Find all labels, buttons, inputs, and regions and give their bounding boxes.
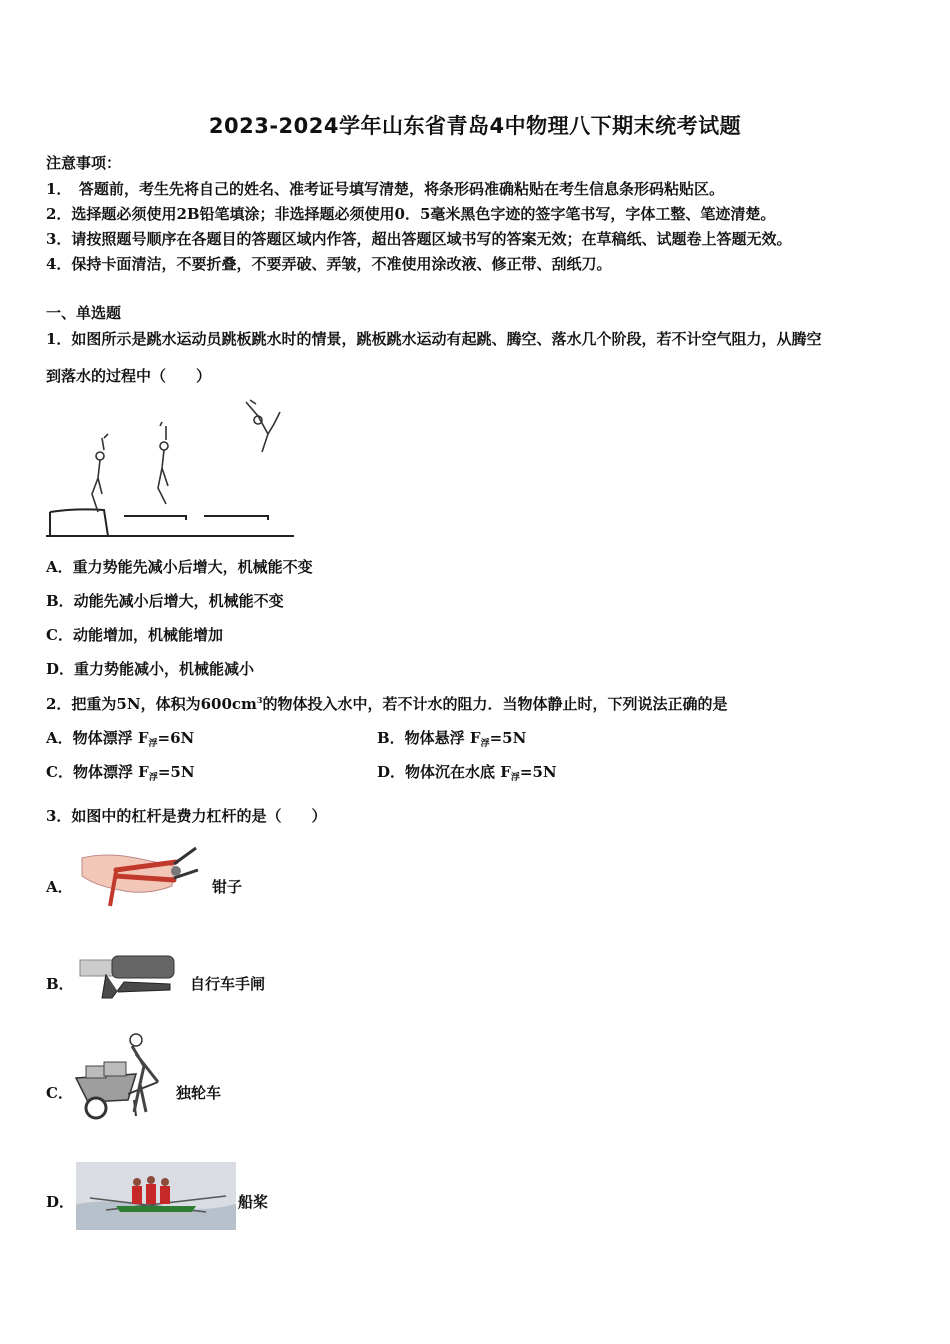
notice-item: 4．保持卡面清洁，不要折叠，不要弄破、弄皱，不准使用涂改液、修正带、刮纸刀。 [46, 255, 612, 273]
q1-option-d[interactable]: D．重力势能减小，机械能减小 [46, 660, 255, 678]
page-title: 2023-2024学年山东省青岛4中物理八下期末统考试题 [208, 114, 742, 138]
rowing-image [76, 1162, 236, 1230]
q1-option-a[interactable]: A．重力势能先减小后增大，机械能不变 [46, 558, 313, 576]
q2-stem-part2: 的物体投入水中，若不计水的阻力．当物体静止时，下列说法正确的是 [262, 695, 728, 713]
diver-1 [92, 434, 108, 512]
q3-option-c-letter[interactable]: C． [46, 1084, 73, 1102]
q3-option-d-letter[interactable]: D． [46, 1193, 75, 1211]
q2-stem-sup: 3 [256, 695, 263, 705]
q2-option-a[interactable]: A．物体漂浮 $F_浮=6N$ [46, 729, 195, 749]
q2-option-b[interactable]: B．物体悬浮 $F_浮=5N$ [377, 729, 527, 749]
pliers-image [76, 836, 210, 912]
q3-option-c-label: 独轮车 [176, 1084, 222, 1102]
diver-3 [246, 400, 280, 452]
q3-option-b-label: 自行车手闸 [190, 975, 266, 993]
notice-heading: 注意事项： [46, 154, 122, 172]
bike-brake-image [78, 952, 178, 1004]
notice-item: 1． 答题前，考生先将自己的姓名、准考证号填写清楚，将条形码准确粘贴在考生信息条形码粘贴区。 [46, 180, 724, 198]
diving-figure [46, 394, 296, 540]
wheelbarrow-image [74, 1032, 174, 1124]
q1-stem-cont: 到落水的过程中（ ） [46, 367, 212, 385]
q3-option-d-label: 船桨 [238, 1193, 269, 1211]
q1-stem: 1．如图所示是跳水运动员跳板跳水时的情景，跳板跳水运动有起跳、腾空、落水几个阶段，若不计空气阻力，从腾空 [46, 330, 822, 348]
q2-option-d[interactable]: D．物体沉在水底 $F_浮=5N$ [377, 763, 557, 783]
q1-option-b[interactable]: B．动能先减小后增大，机械能不变 [46, 592, 284, 610]
q2-stem [46, 693, 728, 714]
diver-2 [158, 422, 168, 504]
notice-item: 3．请按照题号顺序在各题目的答题区域内作答，超出答题区域书写的答案无效；在草稿纸、试题卷上答题无效。 [46, 230, 792, 248]
q3-option-a-label: 钳子 [212, 878, 243, 896]
section-heading: 一、单选题 [46, 304, 122, 322]
q3-option-b-letter[interactable]: B． [46, 975, 74, 993]
q3-stem: 3．如图中的杠杆是费力杠杆的是（ ） [46, 807, 327, 825]
q3-option-a-letter[interactable]: A． [46, 878, 73, 896]
notice-item: 2．选择题必须使用2B铅笔填涂；非选择题必须使用0．5毫米黑色字迹的签字笔书写，字体工整、笔迹清楚。 [46, 205, 776, 223]
q2-option-c[interactable]: C．物体漂浮 $F_浮=5N$ [46, 763, 195, 783]
q2-stem-part1: 2．把重为5N，体积为600cm [46, 695, 257, 713]
q1-option-c[interactable]: C．动能增加，机械能增加 [46, 626, 223, 644]
